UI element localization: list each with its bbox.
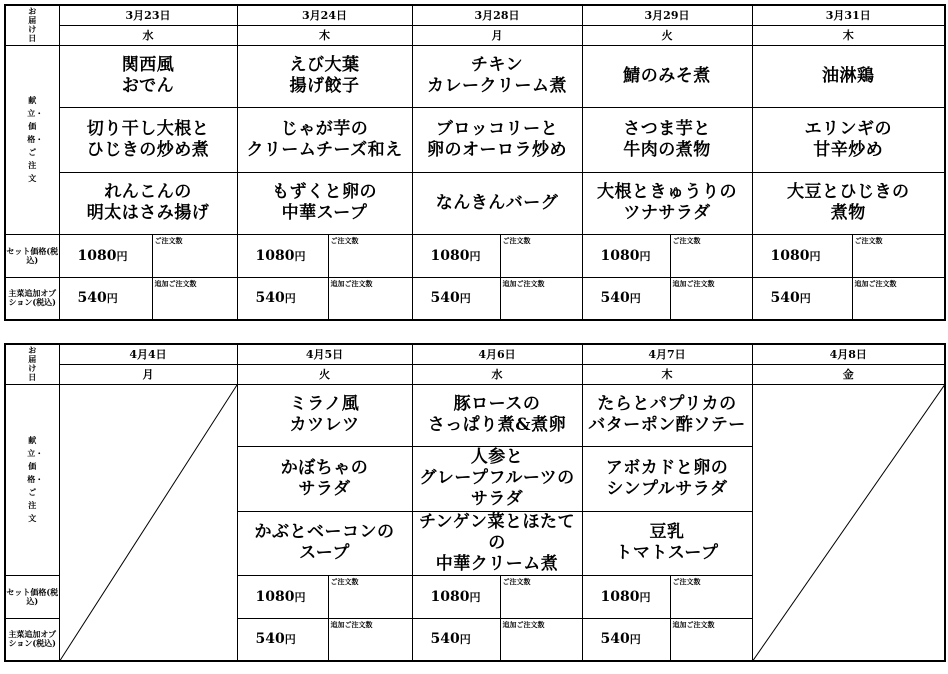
yen-unit: 円 — [294, 249, 306, 263]
date-cell: 3月23日 — [59, 5, 237, 25]
price-value: 540 — [600, 631, 630, 648]
menu-label — [5, 384, 59, 575]
dish-cell — [237, 446, 412, 511]
order-count-field[interactable]: ご注文数 — [152, 234, 237, 277]
additional-order-count-field[interactable]: 追加ご注文数 — [500, 277, 582, 320]
price-value: 1080 — [770, 247, 810, 264]
dish-name: 関西風 おでん — [121, 55, 175, 96]
yen-unit: 円 — [459, 633, 471, 647]
order-count-field[interactable]: ご注文数 — [500, 575, 582, 618]
dish-name: えび大葉 揚げ餃子 — [289, 55, 360, 96]
dish-name: ミラノ風 カツレツ — [289, 394, 360, 435]
option-price — [412, 618, 500, 661]
yen-unit: 円 — [116, 249, 128, 263]
price-value: 540 — [255, 631, 285, 648]
dish-name: 豚ロースの さっぱり煮&煮卵 — [427, 394, 567, 435]
dish-name: 油淋鶏 — [822, 65, 875, 86]
additional-order-count-field[interactable]: 追加ご注文数 — [152, 277, 237, 320]
dish-cell — [582, 384, 752, 446]
dish-name: 大根ときゅうりの ツナサラダ — [597, 182, 737, 223]
additional-order-count-field[interactable]: 追加ご注文数 — [852, 277, 945, 320]
dish-cell — [582, 511, 752, 575]
set-price — [59, 234, 152, 277]
dish-name: かぶとベーコンの スープ — [254, 522, 395, 563]
set-price — [237, 575, 328, 618]
dish-name: エリンギの 甘辛炒め — [804, 118, 892, 160]
weekday-cell: 火 — [237, 364, 412, 384]
option-price — [752, 277, 852, 320]
menu-table-week-2 — [4, 343, 946, 662]
yen-unit: 円 — [629, 292, 641, 306]
dish-cell — [582, 45, 752, 107]
dish-name: 人参と グレープフルーツの サラダ — [419, 447, 575, 509]
set-price — [412, 575, 500, 618]
additional-order-count-field[interactable]: 追加ご注文数 — [670, 277, 752, 320]
delivery-date-text: お届け日 — [28, 6, 37, 44]
option-price — [582, 618, 670, 661]
dish-name: じゃが芋の クリームチーズ和え — [246, 118, 403, 160]
dish-cell — [582, 172, 752, 234]
dish-name: れんこんの 明太はさみ揚げ — [86, 182, 210, 223]
dish-cell — [237, 384, 412, 446]
dish-cell — [237, 45, 412, 107]
set-price-label-text: セット価格(税込) — [6, 245, 59, 265]
dish-cell — [412, 446, 582, 511]
additional-order-count-field[interactable]: 追加ご注文数 — [328, 277, 412, 320]
menu-label-text: 献立・価格・ご注文 — [27, 95, 44, 183]
dish-cell — [412, 511, 582, 575]
set-price — [752, 234, 852, 277]
weekday-cell: 火 — [582, 25, 752, 45]
closed-day-cell — [752, 384, 945, 661]
dish-cell — [582, 107, 752, 172]
order-count-field[interactable]: ご注文数 — [500, 234, 582, 277]
price-value: 1080 — [255, 588, 295, 605]
menu-label-text: 献立・価格・ご注文 — [27, 435, 44, 523]
option-price — [59, 277, 152, 320]
dish-cell — [412, 107, 582, 172]
dish-name: 豆乳 トマトスープ — [615, 522, 719, 563]
weekday-cell: 月 — [412, 25, 582, 45]
dish-cell — [752, 172, 945, 234]
set-price — [412, 234, 500, 277]
set-price — [582, 575, 670, 618]
dish-cell — [59, 107, 237, 172]
yen-unit: 円 — [469, 590, 481, 604]
dish-cell — [582, 446, 752, 511]
weekday-cell: 木 — [752, 25, 945, 45]
yen-unit: 円 — [284, 633, 296, 647]
option-price — [582, 277, 670, 320]
dish-cell — [59, 172, 237, 234]
dish-cell — [752, 107, 945, 172]
weekday-cell: 金 — [752, 364, 945, 384]
set-price-label — [5, 234, 59, 277]
weekday-cell: 木 — [582, 364, 752, 384]
delivery-date-text: お届け日 — [28, 345, 37, 383]
weekday-cell: 月 — [59, 364, 237, 384]
dish-name: ブロッコリーと 卵のオーロラ炒め — [427, 118, 567, 160]
date-cell: 4月6日 — [412, 344, 582, 364]
set-price-label — [5, 575, 59, 618]
menu-table-week-1 — [4, 4, 946, 321]
order-count-field[interactable]: ご注文数 — [328, 575, 412, 618]
option-price-label-text: 主菜追加オプション(税込) — [8, 629, 57, 649]
dish-name: チンゲン菜とほたて の 中華クリーム煮 — [419, 511, 575, 574]
delivery-date-label — [5, 5, 59, 45]
closed-day-cell — [59, 384, 237, 661]
price-value: 1080 — [430, 588, 470, 605]
delivery-date-label — [5, 344, 59, 384]
price-value: 1080 — [600, 247, 640, 264]
price-value: 1080 — [430, 247, 470, 264]
option-price — [237, 277, 328, 320]
yen-unit: 円 — [106, 292, 118, 306]
order-count-field[interactable]: ご注文数 — [852, 234, 945, 277]
additional-order-count-field[interactable]: 追加ご注文数 — [670, 618, 752, 661]
option-price-label — [5, 618, 59, 661]
date-cell: 3月28日 — [412, 5, 582, 25]
dish-name: なんきんバーグ — [435, 192, 559, 213]
option-price-label — [5, 277, 59, 320]
additional-order-count-field[interactable]: 追加ご注文数 — [500, 618, 582, 661]
dish-name: 大豆とひじきの 煮物 — [787, 182, 910, 223]
closed-slash-icon — [753, 385, 945, 661]
price-value: 1080 — [255, 247, 295, 264]
yen-unit: 円 — [294, 590, 306, 604]
price-value: 540 — [600, 290, 630, 307]
dish-cell — [412, 172, 582, 234]
dish-name: 鯖のみそ煮 — [623, 65, 711, 86]
weekday-cell: 水 — [59, 25, 237, 45]
option-price-label-text: 主菜追加オプション(税込) — [8, 288, 57, 308]
dish-cell — [59, 45, 237, 107]
yen-unit: 円 — [799, 292, 811, 306]
weekday-cell: 木 — [237, 25, 412, 45]
date-cell: 3月31日 — [752, 5, 945, 25]
price-value: 540 — [430, 290, 460, 307]
order-count-field[interactable]: ご注文数 — [328, 234, 412, 277]
price-value: 540 — [255, 290, 285, 307]
yen-unit: 円 — [284, 292, 296, 306]
option-price — [412, 277, 500, 320]
date-cell: 4月4日 — [59, 344, 237, 364]
yen-unit: 円 — [639, 590, 651, 604]
yen-unit: 円 — [639, 249, 651, 263]
yen-unit: 円 — [469, 249, 481, 263]
date-cell: 4月8日 — [752, 344, 945, 364]
dish-cell — [237, 511, 412, 575]
dish-cell — [237, 172, 412, 234]
dish-cell — [412, 45, 582, 107]
yen-unit: 円 — [629, 633, 641, 647]
order-count-field[interactable]: ご注文数 — [670, 575, 752, 618]
menu-label — [5, 45, 59, 234]
option-price — [237, 618, 328, 661]
price-value: 1080 — [600, 588, 640, 605]
date-cell: 3月24日 — [237, 5, 412, 25]
order-count-field[interactable]: ご注文数 — [670, 234, 752, 277]
dish-cell — [752, 45, 945, 107]
date-cell: 4月7日 — [582, 344, 752, 364]
price-value: 1080 — [77, 247, 117, 264]
dish-name: たらとパプリカの バターポン酢ソテー — [588, 394, 746, 435]
set-price — [237, 234, 328, 277]
set-price — [582, 234, 670, 277]
date-cell: 4月5日 — [237, 344, 412, 364]
dish-cell — [412, 384, 582, 446]
dish-cell — [237, 107, 412, 172]
dish-name: チキン カレークリーム煮 — [427, 55, 567, 96]
price-value: 540 — [770, 290, 800, 307]
dish-name: もずくと卵の 中華スープ — [272, 182, 377, 223]
dish-name: 切り干し大根と ひじきの炒め煮 — [86, 118, 210, 160]
date-cell: 3月29日 — [582, 5, 752, 25]
price-value: 540 — [77, 290, 107, 307]
dish-name: かぼちゃの サラダ — [280, 457, 369, 499]
closed-slash-icon — [60, 385, 237, 661]
yen-unit: 円 — [459, 292, 471, 306]
yen-unit: 円 — [809, 249, 821, 263]
price-value: 540 — [430, 631, 460, 648]
weekday-cell: 水 — [412, 364, 582, 384]
dish-name: アボカドと卵の シンプルサラダ — [605, 457, 729, 499]
dish-name: さつま芋と 牛肉の煮物 — [623, 118, 711, 160]
set-price-label-text: セット価格(税込) — [6, 586, 59, 606]
additional-order-count-field[interactable]: 追加ご注文数 — [328, 618, 412, 661]
